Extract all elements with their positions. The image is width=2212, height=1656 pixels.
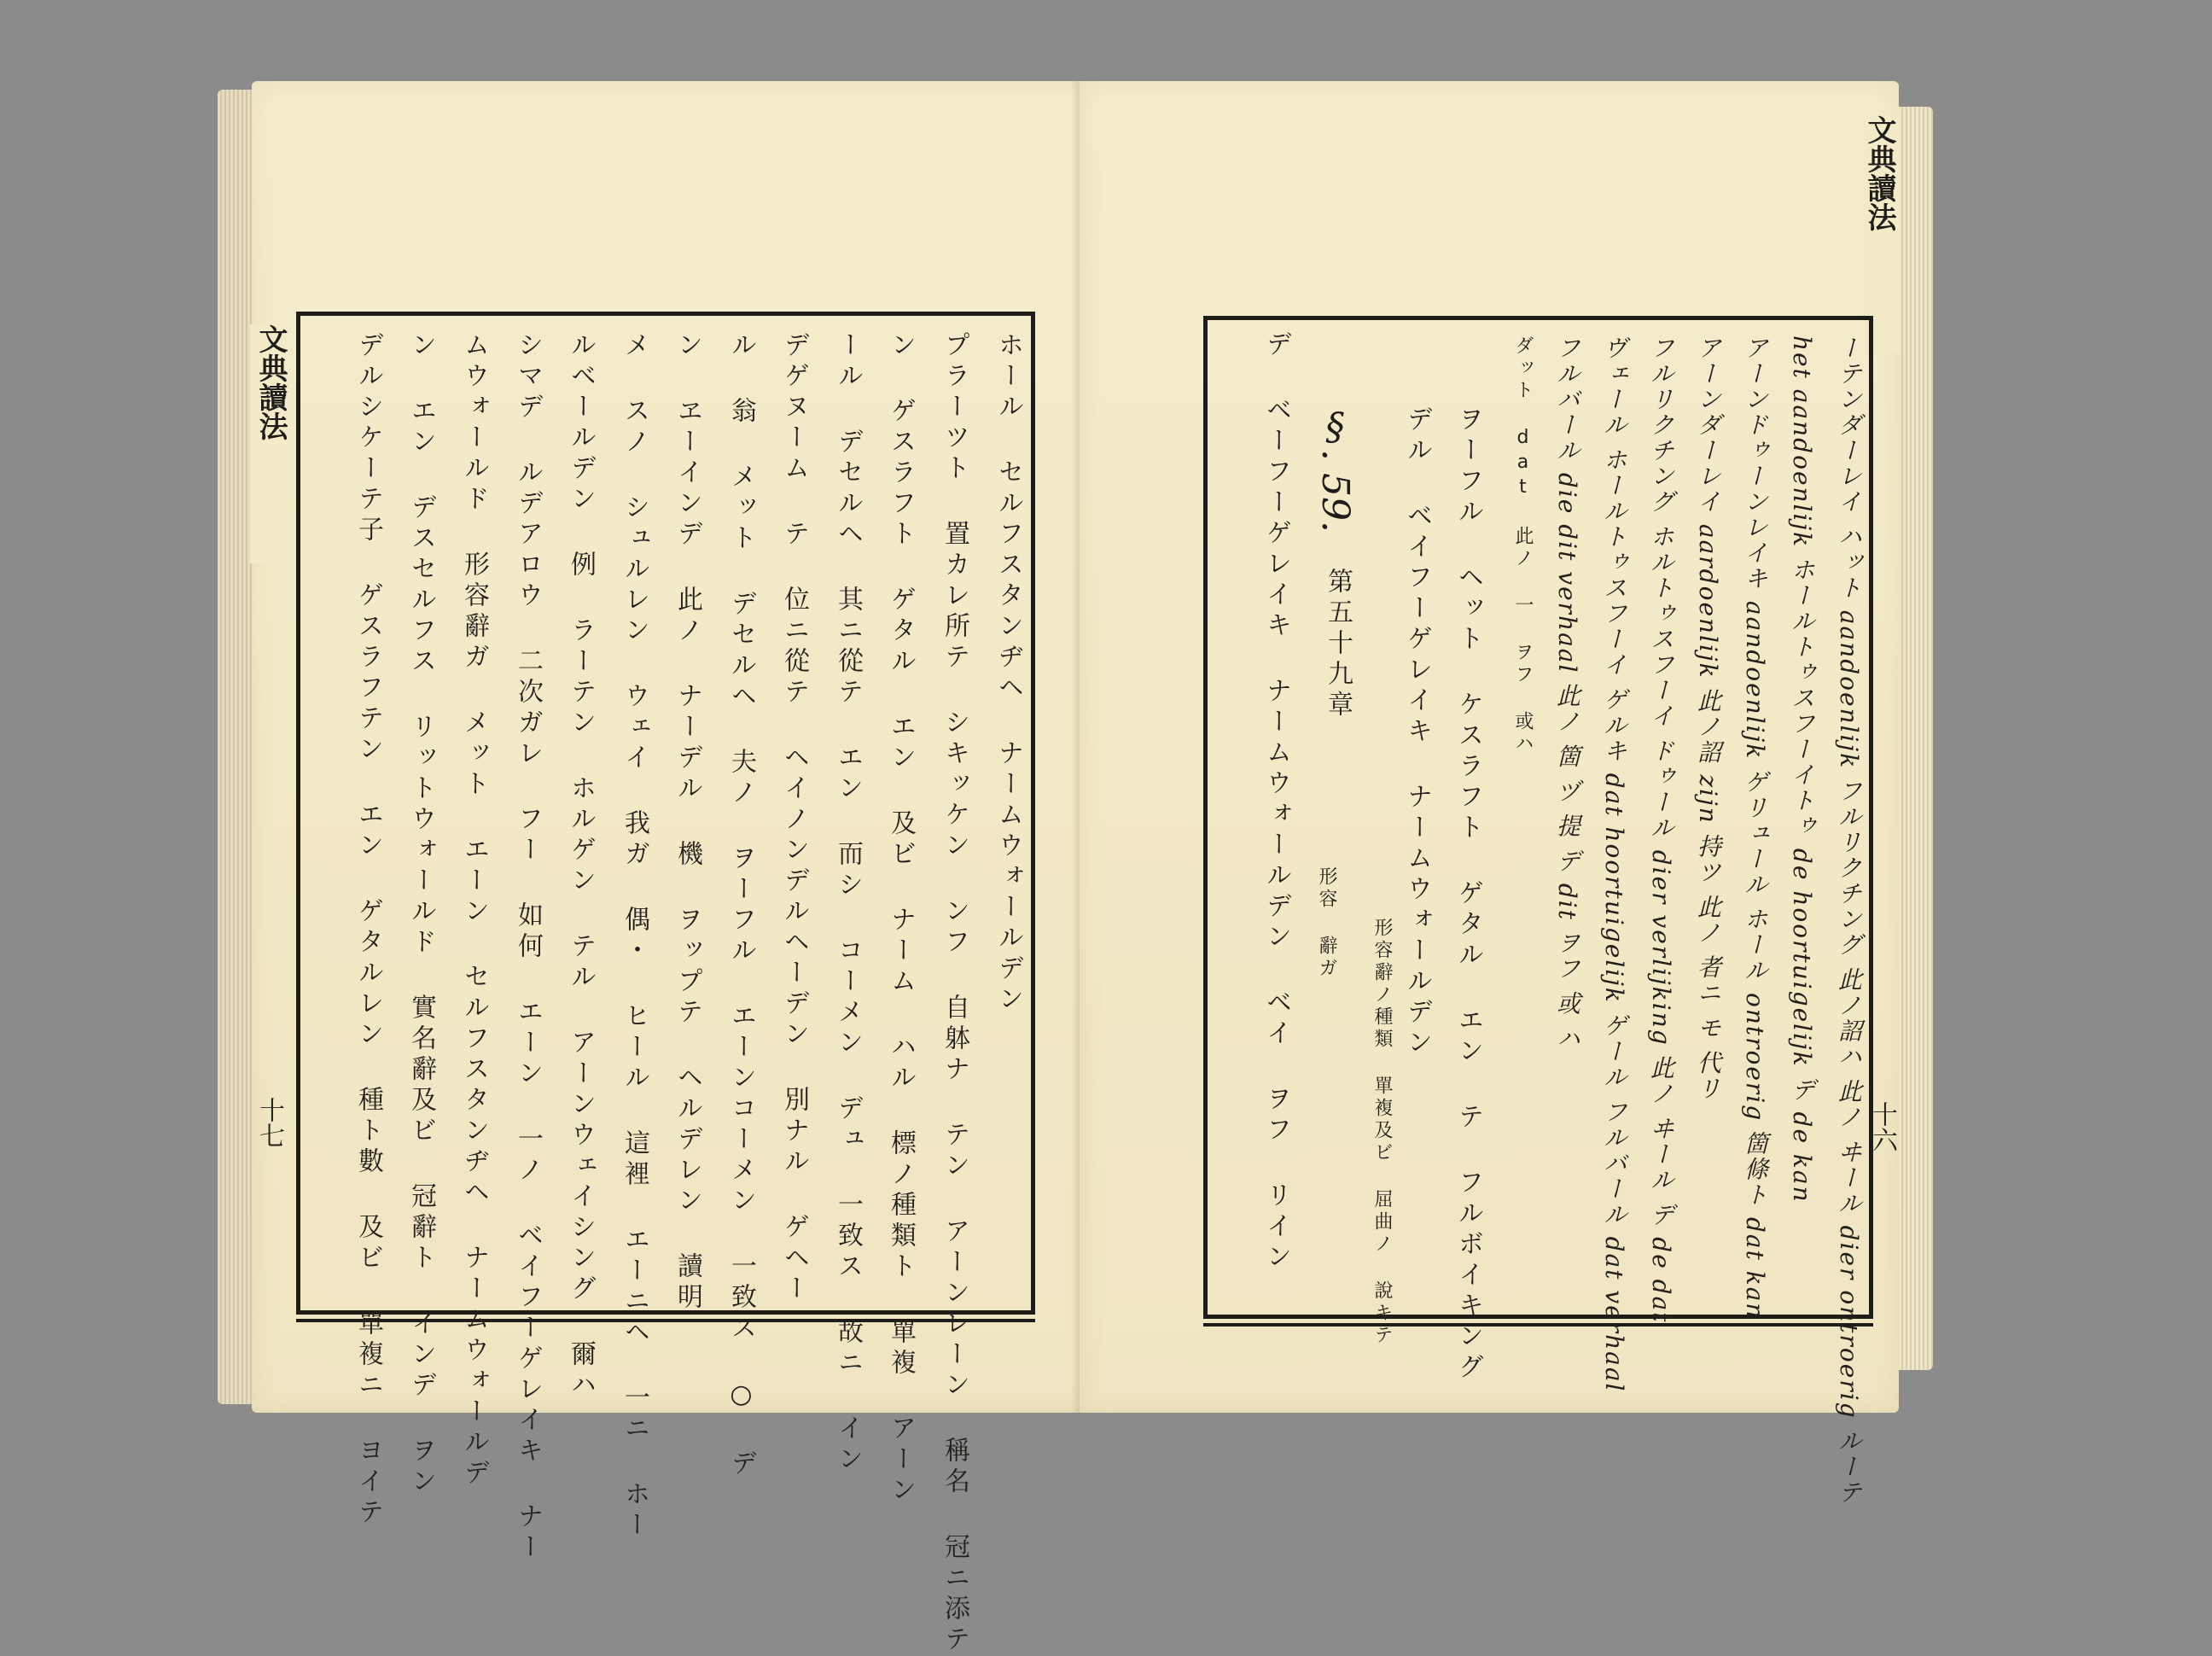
chapter-label: 第五十九章: [1323, 568, 1353, 721]
gloss-column: アーンドゥーンレイキ aandoenlijk ゲリュール ホール ontroerig 箇條ト dat kan: [1741, 335, 1769, 1321]
text-column: ル 翁 メット デセルヘ 夫ノ ヲーフル エーンコーメン 一致ス ○ デ: [726, 331, 756, 1480]
text-column: シマデ ルデアロウ 二次ガレ フー 如何 エーン 一ノ ベイフーゲレイキ ナー: [513, 331, 543, 1564]
right-page-folio: 十六: [1867, 1101, 1897, 1152]
text-column: プラーツト 置カレ所テ シキッケン ンフ 自躰ナ テン アーンレーン 稱名 冠ニ添テ: [940, 331, 969, 1656]
text-column: ホール セルフスタンヂヘ ナームウォールデン: [993, 331, 1023, 1016]
gloss-column: het aandoenlijk ホールトゥスフーイトゥ de hoortuigelijk デ de kan: [1788, 335, 1816, 1204]
gloss-column: フルリクチング ホルトゥスフーイ ドゥール dier verlijking 此ノ ヰール デ de dat: [1647, 335, 1675, 1324]
main-text-column: ヲーフル ヘット ケスラフト ゲタル エン テ フルボイキング: [1453, 405, 1483, 1384]
text-column: ムウォールド 形容辭ガ メット エーン セルフスタンヂヘ ナームウォールデ: [459, 331, 489, 1490]
text-column: デルシケーテ子 ゲスラフテン エン ゲタルレン 種ト數 及ビ 單複ニ ヨイテ: [353, 331, 383, 1529]
note-column: 形容 辭ガ: [1316, 866, 1337, 980]
text-column: ン エン デスセルフス リットウォールド 實名辭及ビ 冠辭ト インデ ヲン: [406, 331, 436, 1498]
left-text-frame: [296, 312, 1035, 1656]
text-column: ルベールデン 例 ラーテン ホルゲン テル アーンウェイシング 爾ハ: [566, 331, 596, 1402]
note-column: 形容辭ノ種類 單複及ビ 屈曲ノ 說キテ: [1371, 918, 1393, 1347]
section-mark: §. 59.: [1313, 405, 1357, 533]
right-page: [1080, 81, 1899, 1506]
text-column: ール デセルヘ 其ニ從テ エン 而シ コーメン デュ 一致ス 故ニ イン: [833, 331, 863, 1476]
gloss-column: ダット dat 此ノ 一 ヲフ 或ハ: [1512, 335, 1534, 755]
left-page-folio: 十七: [254, 1097, 284, 1148]
gloss-column: ーテンダーレイ ハット aandoenlijk フルリクチング 此ノ詔ハ 此ノ ヰール dier ontroerig ルーテ: [1835, 335, 1863, 1506]
open-book: [218, 81, 1933, 1656]
main-text-column: デル ベイフーゲレイキ ナームウォールデン: [1402, 405, 1432, 1059]
gloss-column: アーンダーレイ aardoenlijk 此ノ詔 zijn 持ツ 此ノ 者ニ モ 代リ: [1694, 335, 1722, 1102]
book-title-tab: 文典讀法: [250, 324, 292, 563]
right-page-edges: [1899, 107, 1933, 1370]
frame-bottom-rule: [1203, 1323, 1873, 1327]
gloss-column: ヴェール ホールトゥスフーイ ゲルキ dat hoortuigelijk ゲール フルバール dat verhaal: [1600, 335, 1628, 1393]
left-page: [252, 81, 1097, 1656]
text-column: ン ヱーインデ 此ノ ナーデル 機 ヲップテ ヘルデレン 讀明: [672, 331, 702, 1314]
gloss-column: フルバール die dit verhaal 此ノ 箇 ヅ 提 デ dit ヲフ 或 ハ: [1553, 335, 1581, 1052]
text-column: デゲヌーム テ 位ニ從テ ヘイノンデルヘーデン 別ナル ゲヘー: [779, 331, 809, 1305]
text-column: メ スノ シュルレン ウェイ 我ガ 偶・ ヒール 這裡 エーニヘ 一ニ ホー: [620, 331, 649, 1542]
book-title-tab-right: 文典讀法: [1859, 115, 1901, 354]
right-text-frame: [1203, 316, 1873, 1506]
text-column: ン ゲスラフト ゲタル エン 及ビ ナーム ハル 標ノ種類ト 單複 アーン: [886, 331, 916, 1507]
main-text-column: デ ベーフーゲレイキ ナームウォールデン ベイ ヲフ リイン: [1261, 330, 1291, 1274]
